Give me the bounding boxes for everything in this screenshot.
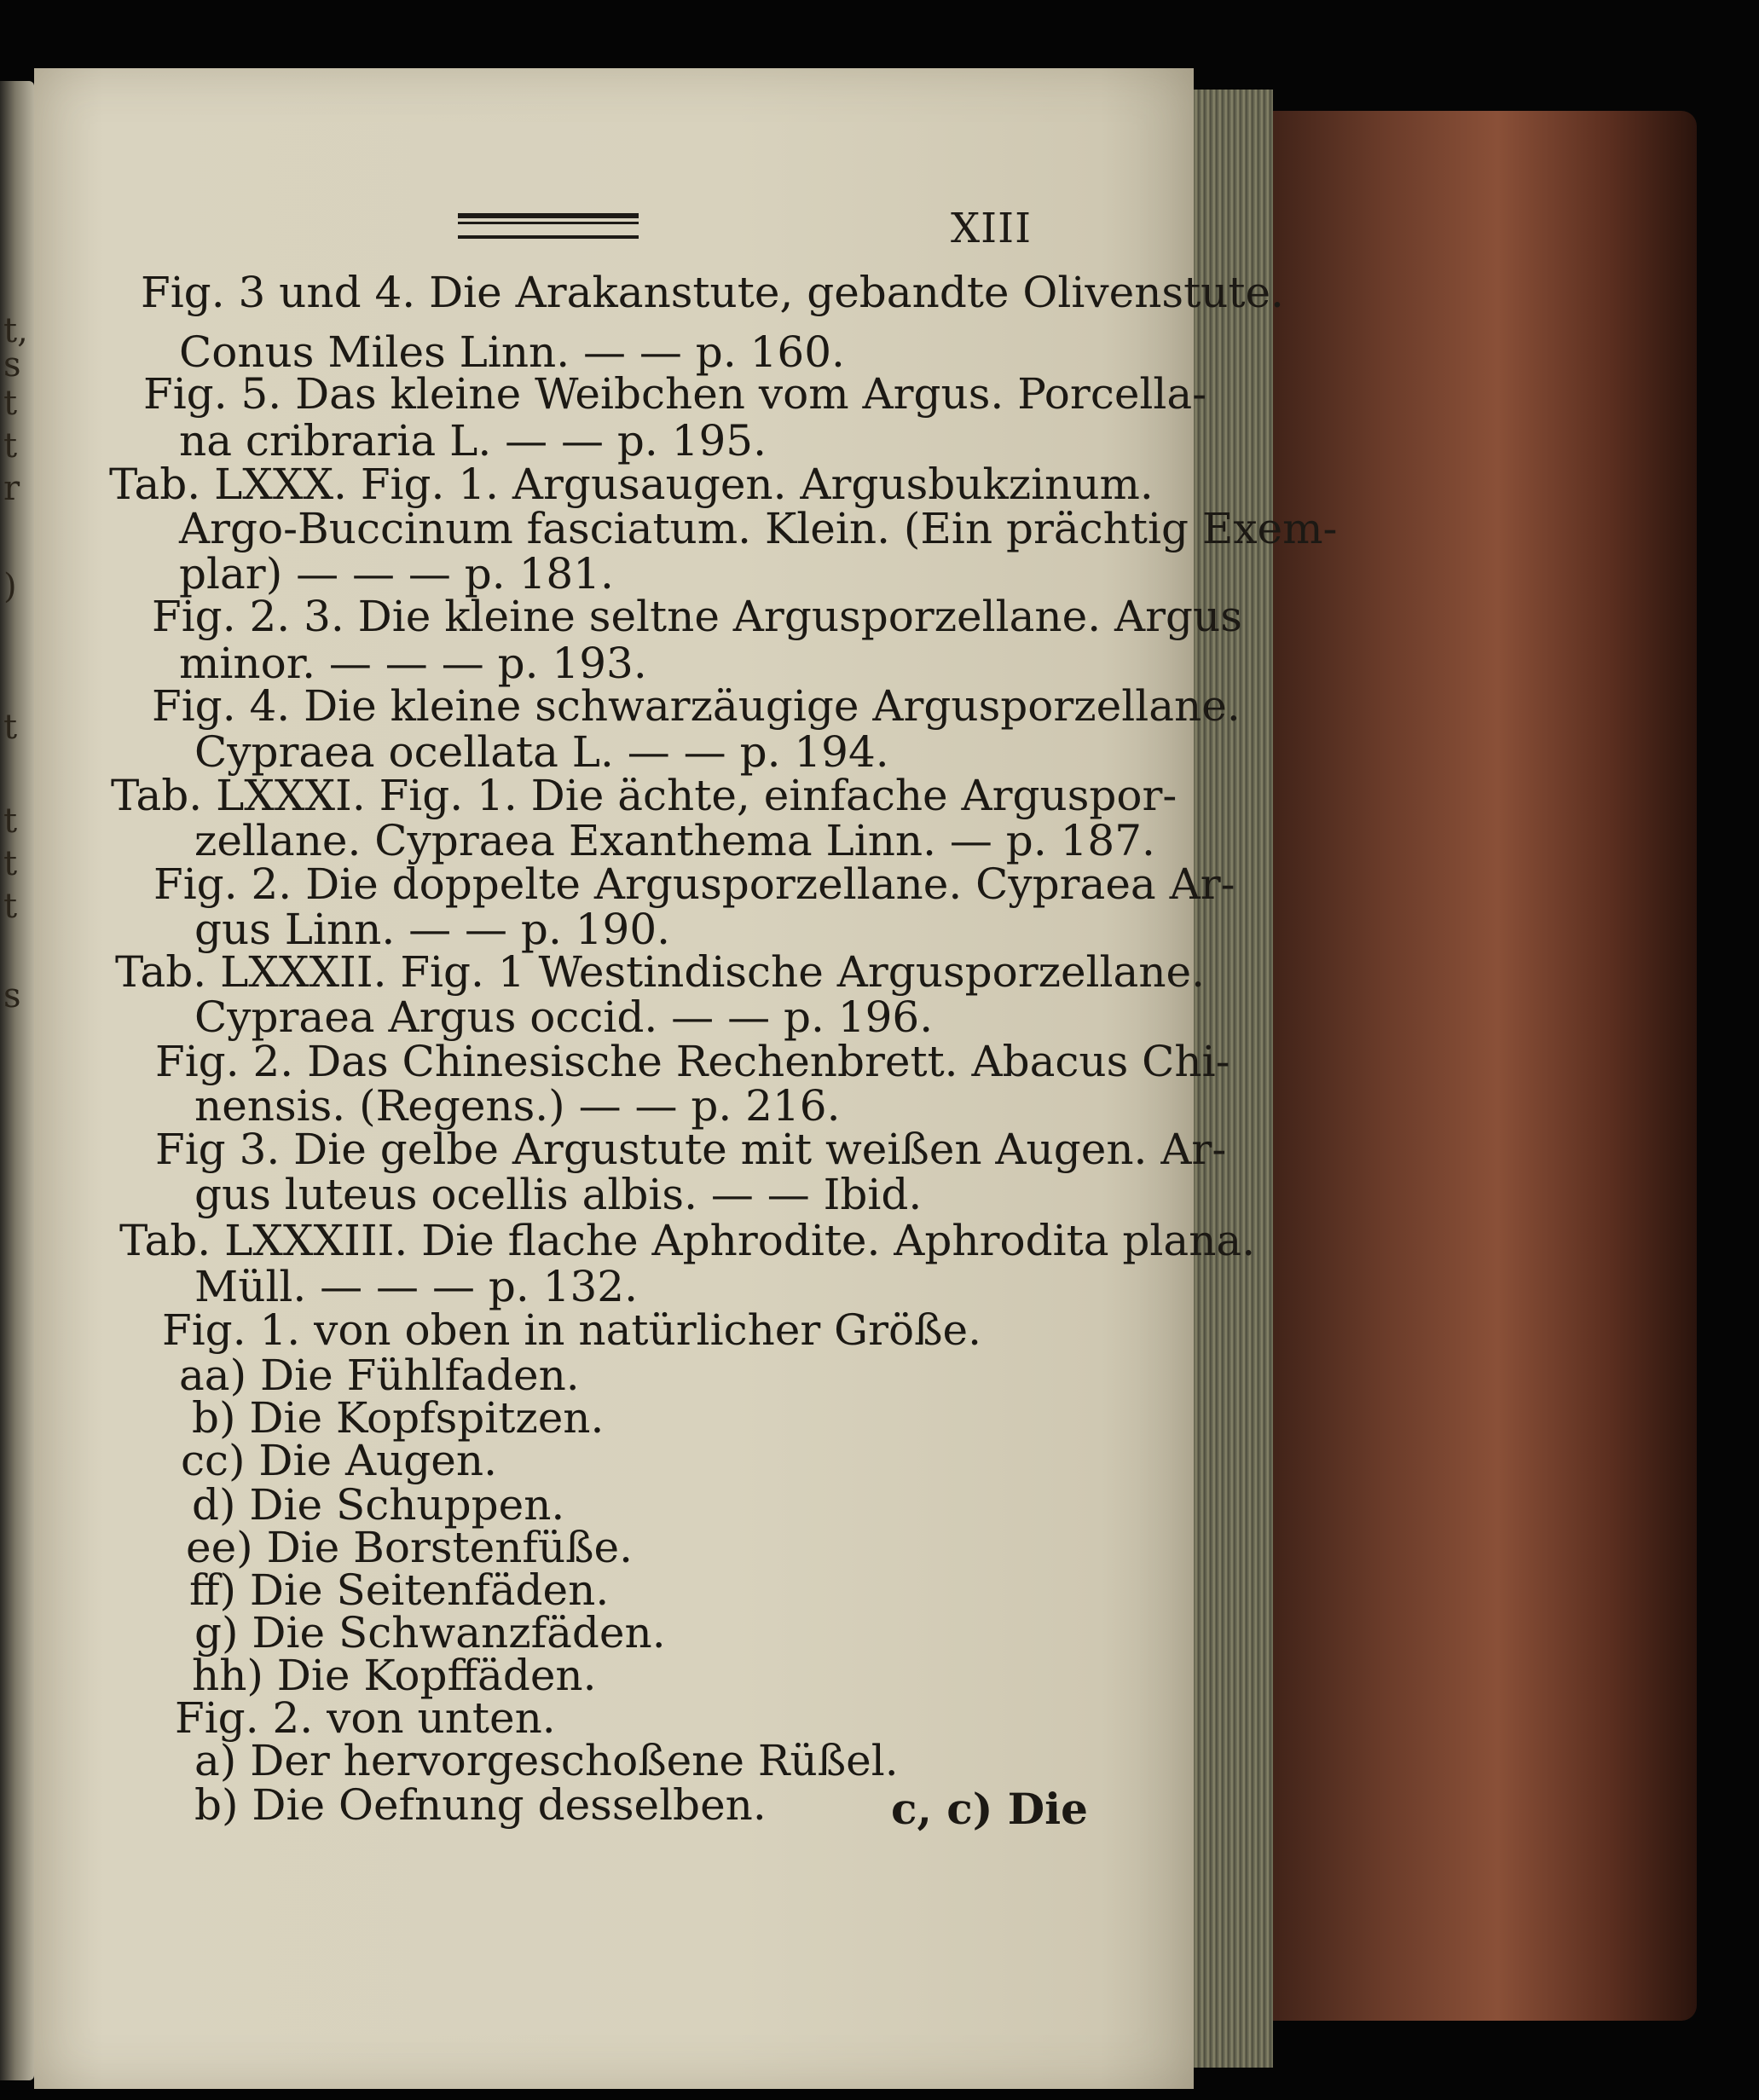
text-line: gus Linn. — — p. 190. <box>194 905 671 954</box>
text-line: ff) Die Seitenfäden. <box>189 1565 610 1615</box>
text-line: Fig. 5. Das kleine Weibchen vom Argus. Porcella- <box>143 369 1207 419</box>
text-line: gus luteus ocellis albis. — — Ibid. <box>194 1170 923 1219</box>
text-line: b) Die Kopfspitzen. <box>192 1393 605 1443</box>
text-line: Tab. LXXXI. Fig. 1. Die ächte, einfache Arguspor- <box>111 771 1177 820</box>
left-letter: t <box>3 801 18 841</box>
text-line: nensis. (Regens.) — — p. 216. <box>194 1081 841 1131</box>
text-line: g) Die Schwanzfäden. <box>194 1608 666 1657</box>
text-line: Conus Miles Linn. — — p. 160. <box>179 327 845 377</box>
text-line: Fig. 4. Die kleine schwarzäugige Argusporzellane. <box>152 681 1241 731</box>
text-line: Tab. LXXXIII. Die flache Aphrodite. Aphrodita plana. <box>119 1216 1256 1265</box>
text-line: Tab. LXXX. Fig. 1. Argusaugen. Argusbukzinum. <box>109 460 1154 509</box>
text-line: hh) Die Kopffäden. <box>192 1651 597 1700</box>
text-line: aa) Die Fühlfaden. <box>179 1351 580 1400</box>
left-letter: t <box>3 426 18 466</box>
text-line: zellane. Cypraea Exanthema Linn. — p. 187. <box>194 816 1155 865</box>
left-letter: t <box>3 887 18 926</box>
text-line: Cypraea Argus occid. — — p. 196. <box>194 992 934 1042</box>
text-line: ee) Die Borstenfüße. <box>186 1523 634 1572</box>
left-letter: r <box>3 469 20 508</box>
text-line: Fig. 2. Die doppelte Argusporzellane. Cypraea Ar- <box>153 859 1235 909</box>
left-letter: ) <box>3 567 17 606</box>
text-line: Fig. 2. 3. Die kleine seltne Argusporzellane. Argus <box>152 592 1242 641</box>
page-number: XIII <box>951 205 1033 252</box>
text-line: Tab. LXXXII. Fig. 1 Westindische Argusporzellane. <box>115 947 1206 997</box>
text-line: na cribraria L. — — p. 195. <box>179 416 767 466</box>
text-line: d) Die Schuppen. <box>192 1480 565 1530</box>
text-line: Müll. — — — p. 132. <box>194 1262 638 1311</box>
text-line: Fig. 2. Das Chinesische Rechenbrett. Abacus Chi- <box>155 1037 1230 1086</box>
text-line: Fig. 2. von unten. <box>175 1693 556 1743</box>
left-letter: s <box>3 976 21 1015</box>
text-line: Cypraea ocellata L. — — p. 194. <box>194 727 889 777</box>
text-line: plar) — — — p. 181. <box>179 549 614 599</box>
text-line: minor. — — — p. 193. <box>179 639 647 688</box>
text-line: b) Die Oefnung desselben. <box>194 1780 767 1830</box>
header-ornament-rule <box>458 213 639 239</box>
text-line: Argo-Buccinum fasciatum. Klein. (Ein prächtig Exem- <box>179 504 1338 553</box>
text-line: Fig. 3 und 4. Die Arakanstute, gebandte Olivenstute. <box>141 268 1284 317</box>
book-cover <box>1253 111 1697 2021</box>
left-letter: t, <box>3 311 28 350</box>
catchword: c, c) Die <box>891 1784 1088 1834</box>
text-line: Fig 3. Die gelbe Argustute mit weißen Augen. Ar- <box>155 1125 1227 1174</box>
text-line: Fig. 1. von oben in natürlicher Größe. <box>162 1305 982 1355</box>
left-letter: s <box>3 345 21 385</box>
left-letter: t <box>3 708 18 747</box>
left-letter: t <box>3 384 18 423</box>
left-letter: t <box>3 844 18 883</box>
text-line: a) Der hervorgeschoßene Rüßel. <box>194 1736 899 1785</box>
text-line: cc) Die Augen. <box>181 1436 497 1485</box>
